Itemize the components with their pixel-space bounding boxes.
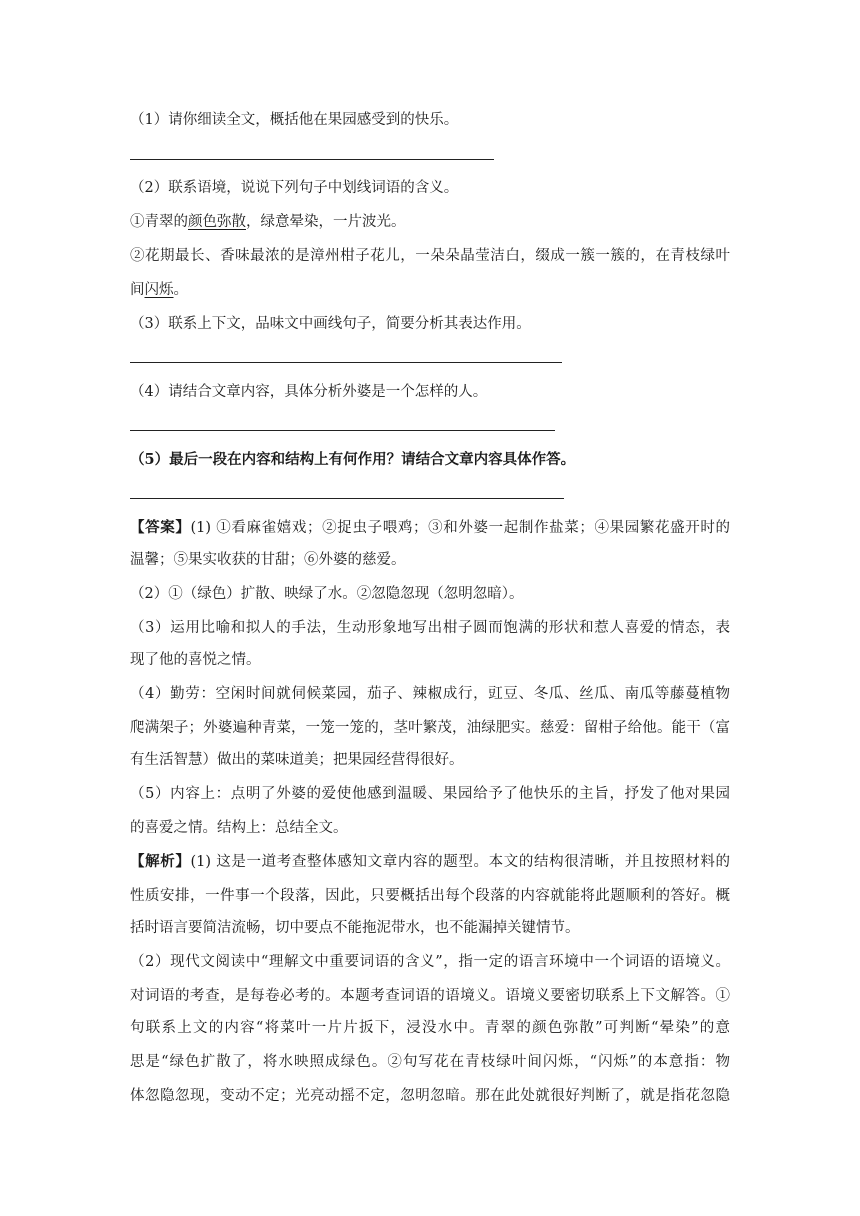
answer-1-line-1: 【答案】(1) ①看麻雀嬉戏；②捉虫子喂鸡；③和外婆一起制作盐菜；④果园繁花盛开时的 [130,519,730,536]
answer-blank-line-3 [130,362,562,363]
answer-1-line-2: 温馨；⑤果实收获的甘甜；⑥外婆的慈爱。 [130,552,406,568]
analysis-1-line-3: 括时语言要简洁流畅，切中要点不能拖泥带水，也不能漏掉关键情节。 [130,920,580,936]
analysis-1-line-2: 性质安排，一件事一个段落，因此，只要概括出每个段落的内容就能将此题顺利的答好。概 [130,888,730,904]
answer-2: （2）①（绿色）扩散、映绿了水。②忽隐忽现（忽明忽暗）。 [130,586,524,602]
analysis-2-line-3: 句联系上文的内容“将菜叶一片片扳下，浸没水中。青翠的颜色弥散”可判断“晕染”的意 [130,1020,730,1036]
question-2-sentence-2-line-2 [130,280,730,300]
question-4: （4）请结合文章内容，具体分析外婆是一个怎样的人。 [130,384,488,400]
analysis-1-line-1: 【解析】(1) 这是一道考查整体感知文章内容的题型。本文的结构很清晰，并且按照材料的 [130,853,730,870]
answer-blank-line-4 [130,430,555,431]
answer-blank-line-1 [130,159,494,160]
analysis-label: 【解析】 [130,853,191,870]
analysis-2-line-1: （2）现代文阅读中“理解文中重要词语的含义”，指一定的语言环境中一个词语的语境义。 [130,954,730,970]
question-2: （2）联系语境，说说下列句子中划线词语的含义。 [130,180,459,196]
underlined-term: 颜色弥散 [188,214,246,230]
question-2-sentence-1 [130,212,730,232]
question-5: （5）最后一段在内容和结构上有何作用？请结合文章内容具体作答。 [130,451,576,468]
answer-3-line-1: （3）运用比喻和拟人的手法，生动形象地写出柑子圆而饱满的形状和惹人喜爱的情态，表 [130,620,730,636]
question-1: （1）请你细读全文，概括他在果园感受到的快乐。 [130,112,459,128]
answer-5-line-2: 的喜爱之情。结构上：总结全文。 [130,820,348,836]
answer-3-line-2: 现了他的喜悦之情。 [130,652,261,668]
answer-label: 【答案】 [130,519,191,536]
answer-4-line-3: 有生活智慧）做出的菜味道美；把果园经营得很好。 [130,752,464,768]
sentence-suffix: ，绿意晕染，一片波光。 [246,214,406,230]
analysis-2-line-2: 对词语的考查，是每卷必考的。本题考查词语的语境义。语境义要密切联系上下文解答。① [130,988,730,1004]
analysis-2-line-4: 思是“绿色扩散了，将水映照成绿色。②句写花在青枝绿叶间闪烁，“闪烁”的本意指：物 [130,1054,730,1070]
answer-blank-line-5 [130,498,564,499]
question-3: （3）联系上下文，品味文中画线句子，简要分析其表达作用。 [130,316,531,332]
sentence-prefix: 间 [130,282,145,298]
analysis-2-line-5: 体忽隐忽现，变动不定；光亮动摇不定，忽明忽暗。那在此处就很好判断了，就是指花忽隐 [130,1088,730,1104]
answer-4-line-1: （4）勤劳：空闲时间就伺候菜园，茄子、辣椒成行，豇豆、冬瓜、丝瓜、南瓜等藤蔓植物 [130,686,730,702]
sentence-suffix: 。 [173,282,188,298]
answer-4-line-2: 爬满架子；外婆遍种青菜，一笼一笼的，茎叶繁茂，油绿肥实。慈爱：留柑子给他。能干（富 [130,720,730,736]
sentence-prefix: ①青翠的 [130,214,188,230]
question-2-sentence-2-line-1: ②花期最长、香味最浓的是漳州柑子花儿，一朵朵晶莹洁白，缀成一簇一簇的，在青枝绿叶 [130,248,730,264]
underlined-term: 闪烁 [144,282,174,298]
answer-5-line-1: （5）内容上：点明了外婆的爱使他感到温暖、果园给予了他快乐的主旨，抒发了他对果园 [130,786,730,802]
